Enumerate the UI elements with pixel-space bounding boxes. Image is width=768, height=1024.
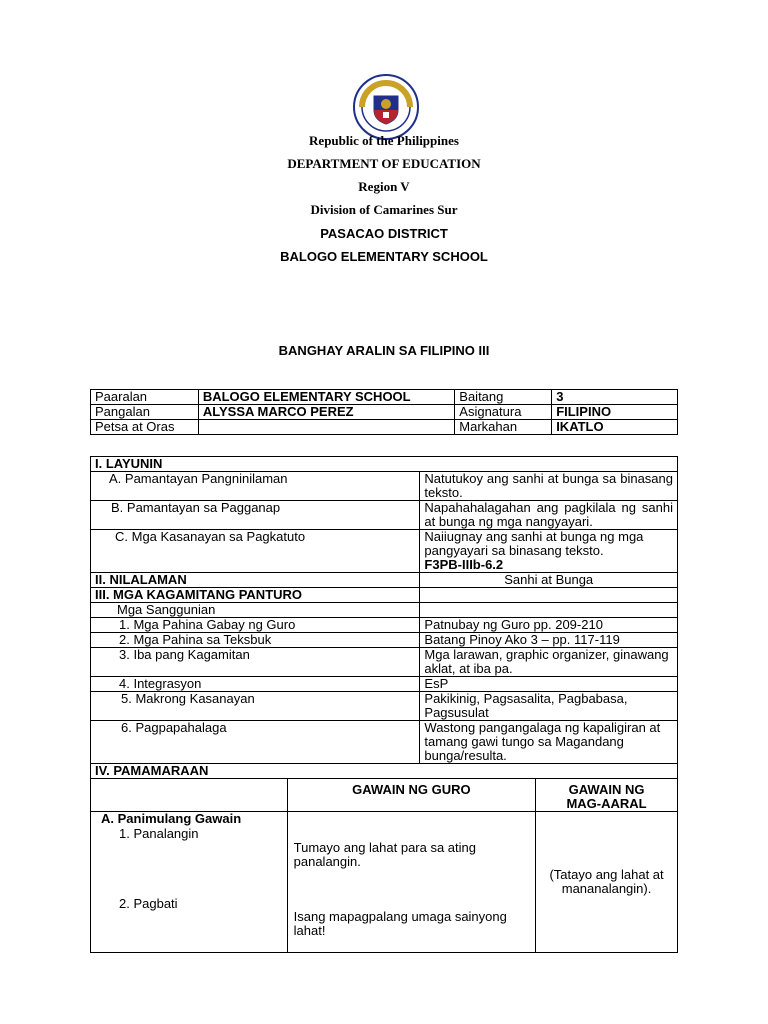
table-cell: EsP bbox=[420, 677, 678, 692]
table-cell: Sanhi at Bunga bbox=[420, 573, 678, 588]
table-cell: A. Pamantayan Pangninilaman bbox=[91, 472, 420, 501]
table-cell: Baitang bbox=[455, 390, 552, 405]
table-cell: Mga larawan, graphic organizer, ginawang aklat, at iba pa. bbox=[420, 648, 678, 677]
table-cell: Paaralan bbox=[91, 390, 199, 405]
republic-line: Republic of the Philippines bbox=[309, 133, 459, 148]
school-line: BALOGO ELEMENTARY SCHOOL bbox=[280, 249, 488, 264]
table-cell bbox=[91, 779, 288, 812]
teacher-activity: Tumayo ang lahat para sa ating panalangin. bbox=[293, 840, 476, 869]
table-cell bbox=[536, 812, 678, 953]
region-line: Region V bbox=[358, 179, 410, 194]
column-header: GAWAIN NG GURO bbox=[287, 779, 535, 812]
table-cell: 4. Integrasyon bbox=[91, 677, 420, 692]
table-cell bbox=[287, 812, 535, 953]
table-cell: 3. Iba pang Kagamitan bbox=[91, 648, 420, 677]
table-row bbox=[91, 390, 678, 405]
table-row bbox=[91, 405, 678, 420]
table-cell bbox=[420, 588, 678, 603]
section-heading: I. LAYUNIN bbox=[91, 457, 678, 472]
table-cell: B. Pamantayan sa Pagganap bbox=[91, 501, 420, 530]
column-header: GAWAIN NG MAG-AARAL bbox=[536, 779, 678, 812]
table-row bbox=[91, 633, 678, 648]
activity-heading: A. Panimulang Gawain bbox=[101, 811, 242, 826]
teacher-activity: Isang mapagpalang umaga sainyong lahat! bbox=[293, 909, 507, 938]
table-cell: Pangalan bbox=[91, 405, 199, 420]
table-cell: Markahan bbox=[455, 420, 552, 435]
table-cell: Batang Pinoy Ako 3 – pp. 117-119 bbox=[420, 633, 678, 648]
table-cell: 5. Makrong Kasanayan bbox=[91, 692, 420, 721]
table-cell: 3 bbox=[552, 390, 678, 405]
page-title: BANGHAY ARALIN SA FILIPINO III bbox=[278, 343, 490, 358]
table-row bbox=[91, 457, 678, 472]
deped-seal bbox=[353, 74, 419, 140]
table-row bbox=[91, 764, 678, 779]
section-heading: IV. PAMAMARAAN bbox=[91, 764, 678, 779]
district-line: PASACAO DISTRICT bbox=[320, 226, 448, 241]
table-cell: Petsa at Oras bbox=[91, 420, 199, 435]
table-cell: 2. Mga Pahina sa Teksbuk bbox=[91, 633, 420, 648]
table-cell: Asignatura bbox=[455, 405, 552, 420]
table-row bbox=[91, 420, 678, 435]
table-cell: Natutukoy ang sanhi at bunga sa binasang teksto. bbox=[420, 472, 678, 501]
table-cell: Mga Sanggunian bbox=[91, 603, 420, 618]
section-heading: II. NILALAMAN bbox=[91, 573, 420, 588]
table-cell: Patnubay ng Guro pp. 209-210 bbox=[420, 618, 678, 633]
table-row bbox=[91, 779, 678, 812]
table-row bbox=[91, 648, 678, 677]
section-heading: III. MGA KAGAMITANG PANTURO bbox=[91, 588, 420, 603]
activity-item: 1. Panalangin bbox=[119, 826, 199, 841]
table-row bbox=[91, 812, 678, 953]
table-cell: IKATLO bbox=[552, 420, 678, 435]
table-cell: ALYSSA MARCO PEREZ bbox=[198, 405, 454, 420]
table-cell: 1. Mga Pahina Gabay ng Guro bbox=[91, 618, 420, 633]
table-cell: Napahahalagahan ang pagkilala ng sanhi at bunga ng mga nangyayari. bbox=[420, 501, 678, 530]
table-cell: Pakikinig, Pagsasalita, Pagbabasa, Pagsusulat bbox=[420, 692, 678, 721]
table-row bbox=[91, 692, 678, 721]
table-row bbox=[91, 618, 678, 633]
table-cell bbox=[420, 603, 678, 618]
table-cell: FILIPINO bbox=[552, 405, 678, 420]
table-row bbox=[91, 721, 678, 764]
table-cell bbox=[420, 530, 678, 573]
table-row bbox=[91, 603, 678, 618]
table-row bbox=[91, 677, 678, 692]
lesson-plan-table bbox=[90, 456, 678, 953]
competency-text: Naiiugnay ang sanhi at bunga ng mga pangyayari sa binasang teksto. bbox=[424, 529, 644, 558]
table-cell: Wastong pangangalaga ng kapaligiran at tamang gawi tungo sa Magandang bunga/resulta. bbox=[420, 721, 678, 764]
table-row bbox=[91, 472, 678, 501]
table-row bbox=[91, 588, 678, 603]
competency-code: F3PB-IIIb-6.2 bbox=[424, 557, 504, 572]
info-table bbox=[90, 389, 678, 435]
activity-item: 2. Pagbati bbox=[119, 896, 178, 911]
table-cell: C. Mga Kasanayan sa Pagkatuto bbox=[91, 530, 420, 573]
table-cell bbox=[91, 812, 288, 953]
table-cell: 6. Pagpapahalaga bbox=[91, 721, 420, 764]
table-row bbox=[91, 573, 678, 588]
department-line: DEPARTMENT OF EDUCATION bbox=[287, 156, 481, 171]
table-cell: BALOGO ELEMENTARY SCHOOL bbox=[198, 390, 454, 405]
table-row bbox=[91, 501, 678, 530]
table-row bbox=[91, 530, 678, 573]
student-activity: (Tatayo ang lahat at mananalangin). bbox=[549, 867, 664, 896]
table-cell bbox=[198, 420, 454, 435]
division-line: Division of Camarines Sur bbox=[310, 202, 458, 217]
